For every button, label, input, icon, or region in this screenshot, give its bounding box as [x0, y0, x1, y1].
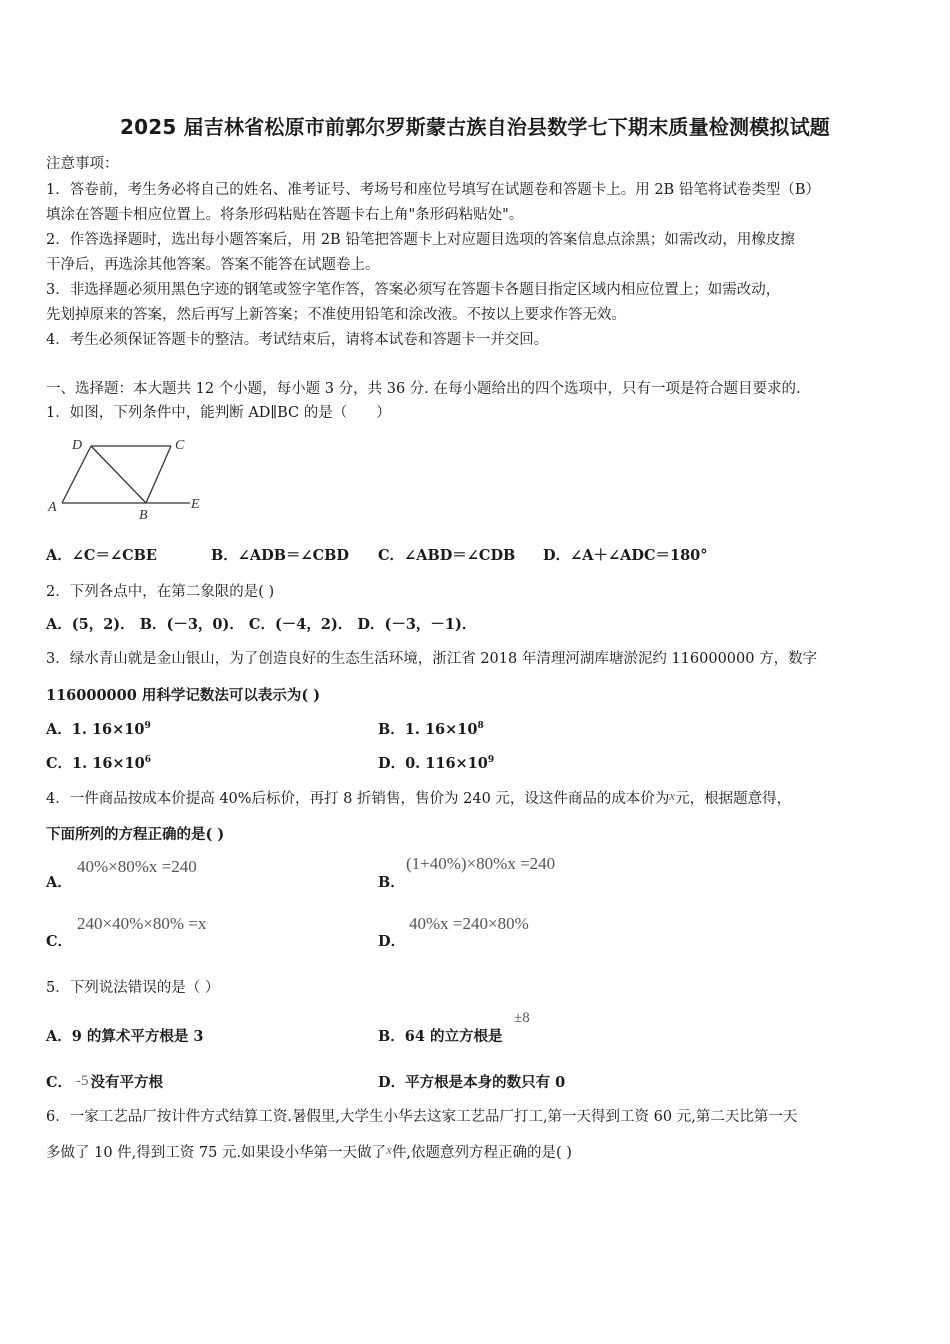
q1-geometry-figure: [46, 433, 216, 523]
q4-option-c-label: C．: [46, 933, 73, 950]
q4-option-c-formula: 240×40%×80% =x: [77, 914, 207, 933]
q4-option-d-formula: 40%x =240×80%: [409, 914, 529, 933]
q3-option-b-label: B．: [378, 721, 405, 738]
q4-variable-x: x: [669, 788, 676, 803]
q6-stem-text-end: 件,依题意列方程正确的是( ): [391, 1145, 572, 1161]
q5-stem: 5．下列说法错误的是（ ）: [46, 980, 220, 996]
notice-line: 3．非选择题必须用黑色字迹的钢笔或签字笔作答，答案必须写在答题卡各题目指定区域内相应位置上；如需改动，: [46, 282, 781, 298]
q3-option-b: [378, 718, 484, 739]
segment-cb: [146, 446, 171, 503]
q6-stem-text: 多做了 10 件,得到工资 75 元.如果设小华第一天做了: [46, 1145, 387, 1161]
label-b: B: [139, 508, 148, 523]
q1-option-c: C．∠ABD＝∠CDB: [378, 547, 516, 564]
q3-option-a-label: A．: [46, 721, 72, 738]
label-a: A: [48, 500, 57, 515]
q3-option-c-label: C．: [46, 755, 73, 772]
q4-stem-line1: [46, 787, 791, 808]
notice-line: 先划掉原来的答案，然后再写上新答案；不准使用铅笔和涂改液。不按以上要求作答无效。: [46, 307, 626, 323]
q3-option-a: [46, 718, 151, 739]
q1-option-a: A．∠C＝∠CBE: [46, 547, 157, 564]
segment-db: [91, 446, 146, 503]
q3-option-d: [378, 752, 494, 773]
q4-option-a-label: A．: [46, 874, 72, 891]
q5-option-a: A．9 的算术平方根是 3: [46, 1028, 204, 1045]
q5-option-c-formula: -5: [76, 1073, 89, 1089]
q3-option-c-exp: 6: [144, 755, 152, 765]
label-e: E: [191, 497, 200, 512]
section-heading: 一、选择题：本大题共 12 个小题，每小题 3 分，共 36 分. 在每小题给出的四个选项中，只有一项是符合题目要求的.: [46, 381, 801, 397]
q5-option-c: [46, 1071, 163, 1092]
q5-option-b-formula: ±8: [514, 1010, 530, 1026]
q3-option-d-label: D．: [378, 755, 406, 772]
label-c: C: [175, 438, 185, 453]
q4-option-d-label: D．: [378, 933, 406, 950]
q3-stem-line1: 3．绿水青山就是金山银山，为了创造良好的生态生活环境，浙江省 2018 年清理河湖库塘淤泥约 116000000 方，数字: [46, 651, 818, 667]
q3-stem-line2: 116000000 用科学记数法可以表示为( ): [46, 687, 321, 704]
q1-stem: 1．如图，下列条件中，能判断 AD∥BC 的是（ ）: [46, 405, 391, 421]
q3-option-d-exp: 9: [487, 755, 495, 765]
q4-stem-line2: 下面所列的方程正确的是( ): [46, 826, 225, 843]
q3-option-d-base: 0. 116×10: [405, 755, 488, 772]
q4-stem-text: 4．一件商品按成本价提高 40%后标价，再打 8 折销售，售价为 240 元，设这件商品的成本价为: [46, 791, 670, 807]
q4-option-b-formula: (1+40%)×80%x =240: [406, 854, 556, 873]
notice-line: 1．答卷前，考生务必将自己的姓名、准考证号、考场号和座位号填写在试题卷和答题卡上。用 2B 铅笔将试卷类型（B）: [46, 182, 820, 198]
notice-line: 干净后，再选涂其他答案。答案不能答在试题卷上。: [46, 257, 380, 273]
notice-line: 4．考生必须保证答题卡的整洁。考试结束后，请将本试卷和答题卡一并交回。: [46, 332, 549, 348]
notice-line: 2．作答选择题时，选出每小题答案后，用 2B 铅笔把答题卡上对应题目选项的答案信息点涂黑；如需改动，用橡皮擦: [46, 232, 795, 248]
q3-option-b-base: 1. 16×10: [404, 721, 478, 738]
segment-da: [62, 446, 91, 503]
q3-option-c: [46, 752, 151, 773]
notice-heading: 注意事项：: [46, 156, 119, 172]
q6-variable-x: x: [386, 1142, 392, 1157]
q4-option-a-formula: 40%×80%x =240: [77, 857, 197, 876]
q5-option-c-text: 没有平方根: [90, 1074, 164, 1091]
q5-option-d: D．平方根是本身的数只有 0: [378, 1074, 566, 1091]
q2-options: A．(5，2)． B．(－3，0)． C．(－4，2)． D．(－3，－1)．: [46, 616, 477, 633]
page-title: 2025 届吉林省松原市前郭尔罗斯蒙古族自治县数学七下期末质量检测模拟试题: [119, 115, 831, 139]
q3-option-a-exp: 9: [144, 721, 151, 731]
notice-line: 填涂在答题卡相应位置上。将条形码粘贴在答题卡右上角"条形码粘贴处"。: [46, 207, 524, 223]
q3-option-b-exp: 8: [477, 721, 484, 731]
q6-stem-line2: [46, 1141, 572, 1162]
label-d: D: [72, 438, 83, 453]
q5-option-b: B．64 的立方根是: [378, 1028, 503, 1045]
q1-option-d: D．∠A＋∠ADC＝180°: [543, 547, 708, 564]
q6-stem-line1: 6．一家工艺品厂按计件方式结算工资.暑假里,大学生小华去这家工艺品厂打工,第一天得到工资 60 元,第二天比第一天: [46, 1109, 798, 1125]
q5-option-c-label: C．: [46, 1074, 73, 1091]
q1-option-b: B．∠ADB＝∠CBD: [211, 547, 350, 564]
q4-option-b-label: B．: [378, 874, 405, 891]
q4-stem-text-end: 元，根据题意得，: [675, 791, 792, 807]
q3-option-a-base: 1. 16×10: [71, 721, 145, 738]
q3-option-c-base: 1. 16×10: [72, 755, 145, 772]
q2-stem: 2．下列各点中，在第二象限的是( ): [46, 584, 275, 600]
